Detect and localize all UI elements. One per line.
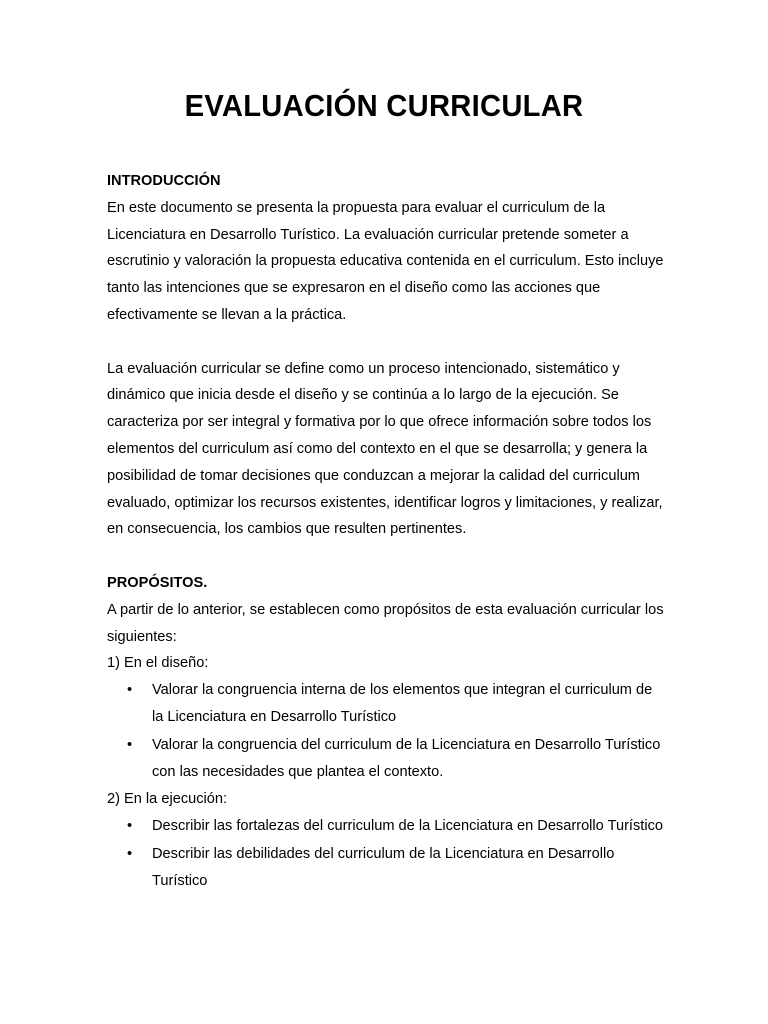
list-item-text: Describir las fortalezas del curriculum de la Licenciatura en Desarrollo Turístico [152, 818, 663, 835]
paragraph-spacer [107, 329, 667, 356]
bullet-icon: • [127, 682, 133, 699]
intro-paragraph-1: En este documento se presenta la propuesta para evaluar el curriculum de la Licenciatura en Desarrollo Turístico. La evaluación curricular pretende someter a escrutinio y valoración la propuesta educativa contenida en el curriculum. Esto incluye tanto las intenciones que se expresaron en el diseño como las acciones que efectivamente se llevan a la práctica. [107, 199, 664, 323]
document-title: EVALUACIÓN CURRICULAR [184, 88, 584, 123]
intro-heading: INTRODUCCIÓN [107, 173, 221, 189]
bullet-icon: • [127, 736, 133, 753]
list-item-text: Valorar la congruencia del curriculum de la Licenciatura en Desarrollo Turístico con las necesidades que plantea el contexto. [152, 736, 661, 780]
purposes-heading: PROPÓSITOS. [107, 574, 208, 591]
list-item-text: Describir las debilidades del curriculum de la Licenciatura en Desarrollo Turístico [152, 845, 615, 889]
bullet-icon: • [127, 845, 133, 862]
list-item [107, 813, 667, 840]
purposes-intro: A partir de lo anterior, se establecen como propósitos de esta evaluación curricular los siguientes: [107, 601, 664, 645]
bullet-icon: • [127, 818, 133, 835]
document-body [107, 168, 667, 896]
list-item [107, 841, 667, 895]
list-item [107, 732, 667, 786]
list-item-text: Valorar la congruencia interna de los elementos que integran el curriculum de la Licenciatura en Desarrollo Turístico [152, 682, 653, 725]
list-item [107, 677, 667, 731]
execution-label: 2) En la ejecución: [107, 791, 228, 808]
design-list [107, 677, 667, 785]
intro-paragraph-2: La evaluación curricular se define como un proceso intencionado, sistemático y dinámico que inicia desde el diseño y se continúa a lo largo de la ejecución. Se caracteriza por ser integral y formativa por lo que ofrece información sobre todos los elementos del curriculum así como del contexto en el que se desarrolla; y genera la posibilidad de tomar decisiones que conduzcan a mejorar la calidad del curriculum evaluado, optimizar los recursos existentes, identificar logros y limitaciones, y realizar, en consecuencia, los cambios que resulten pertinentes. [107, 360, 663, 538]
paragraph-spacer [107, 543, 667, 570]
execution-list [107, 813, 667, 894]
design-label: 1) En el diseño: [107, 655, 209, 672]
